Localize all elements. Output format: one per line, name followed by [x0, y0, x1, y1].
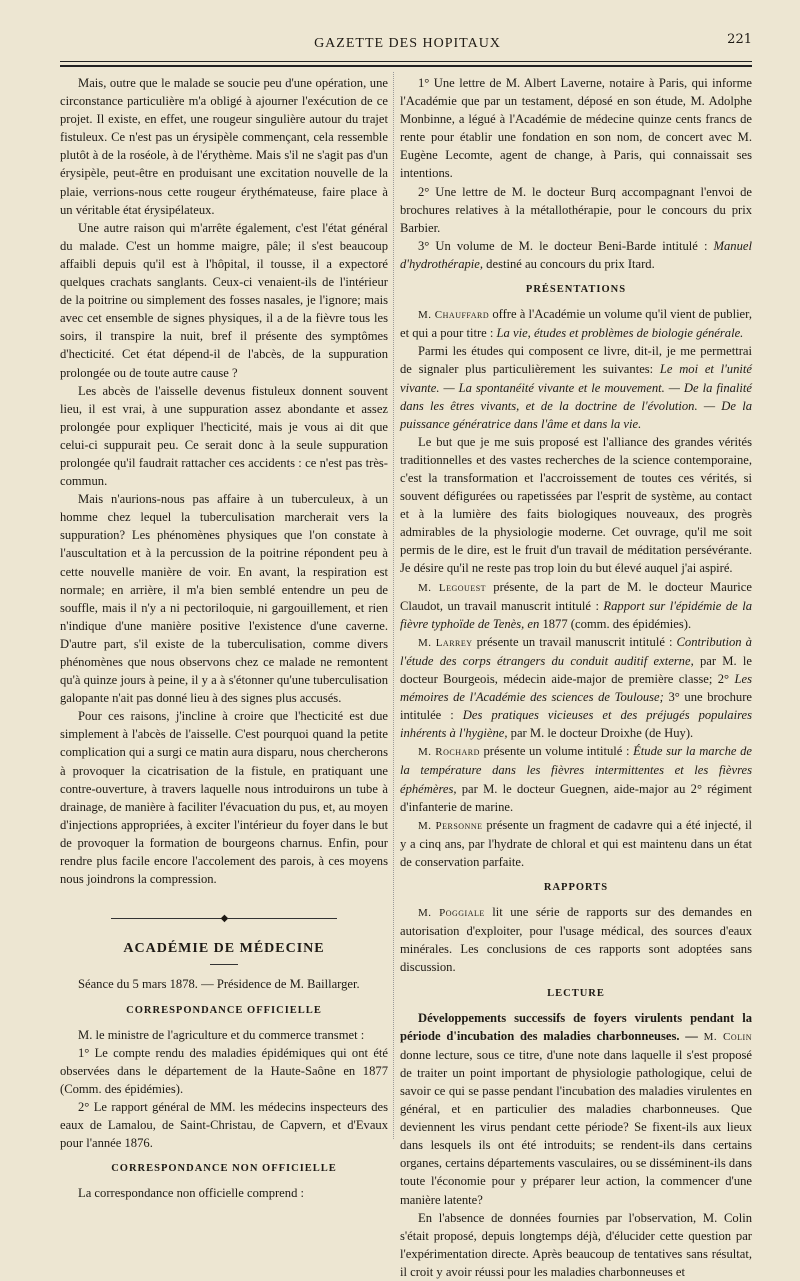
italic-title: Contribution à l'étude des corps étrangers du conduit auditif externe, — [400, 634, 752, 668]
page-number: 221 — [727, 32, 752, 47]
paragraph: Les abcès de l'aisselle devenus fistuleux donnent souvent lieu, il est vrai, à une suppuration assez abondante et assez prolongée pour expliquer l'hecticité, mais je vous ai dit que celui-ci suppurait peu. Ce serait donc à la seule suppuration prolongée qu'il faudrait rattacher ces accidents : ce n'est pas très-commun. — [60, 383, 388, 489]
section-ornament: ◆ — [60, 910, 388, 928]
paragraph: Mais n'aurions-nous pas affaire à un tuberculeux, à un homme chez lequel la tuberculisation marcherait vers la suppuration? Les phénomènes physiques que l'on constate à l'auscultation et à la percussion de la poitrine répondent peu à cette nouvelle manière de voir. En avant, la respiration est normale; en arrière, il m'a bien semblé entendre un peu de souffle, mais il n'y a ni pectoriloquie, ni gargouillement, et rien n'indique d'une manière positive l'existence d'une caverne. D'autre part, s'il existe de la tuberculisation, comme divers phénomènes que nous observons chez ce malade ne remontent qu'à quinze jours à peine, il y a à s'étonner qu'une tuberculisation galopante n'ait pas donné lieu à des signes plus accusés. — [60, 492, 388, 706]
paragraph: Le but que je me suis proposé est l'alliance des grandes vérités traditionnelles et des vastes recherches de la science contemporaine, c'est la transformation et l'accroissement de toutes ces vérités, si souvent défigurées ou rapetissées par l'esprit de système, au contact et à la lumière des faits biologiques nouveaux, des progrès admirables de la physiologie moderne. Cet ouvrage, qu'il me soit permis de le dire, est le fruit d'un travail de méditation persévérante. Je désire qu'il ne reste pas trop loin du but élevé auquel j'ai aspiré. — [400, 434, 752, 576]
paragraph: 2° Le rapport général de MM. les médecins inspecteurs des eaux de Lamalou, de Saint-Christau, de Capvern, et d'Evaux pour l'année 1876. — [60, 1099, 388, 1151]
paragraph: Pour ces raisons, j'incline à croire que l'hecticité est due simplement à l'abcès de l'aisselle. C'est pourquoi quand la petite complication qui a surgi ce matin aura disparu, nous chercherons à provoquer la cicatrisation de la fistule, en pratiquant une contre-ouverture, à travers laquelle nous introduirons un tube à drainage, de manière à faciliter l'évacuation du pus, et, au moyen d'injections appropriées, à exciter l'intérieur du foyer dans le but de provoquer la formation de bourgeons charnus. Enfin, pour rendre plus facile encore l'accolement des parois, à ces moyens nous joindrons la compression. — [60, 709, 388, 887]
text-run: offre à l'Académie un volume qu'il vient de publier, et qui a pour titre : — [400, 307, 752, 341]
speaker-name: M. Chauffard — [418, 309, 490, 322]
text-run: par M. le docteur Droixhe (de Huy). — [507, 726, 694, 741]
subsection-title: CORRESPONDANCE NON OFFICIELLE — [111, 1163, 337, 1175]
text-run: présente, de la part de M. le docteur Maurice Claudot, un travail manuscrit intitulé : — [400, 579, 752, 613]
paragraph — [400, 342, 752, 432]
italic-title: Manuel d'hydrothérapie, — [400, 238, 752, 271]
paragraph: Une autre raison qui m'arrête également, c'est l'état général du malade. C'est un homme maigre, pâle; il s'est beaucoup affaibli depuis qu'il est à l'hôpital, il tousse, il a expectoré quelques crachats sanglants. Ceux-ci venaient-ils de l'intérieur de la poitrine ou simplement des fosses nasales, je l'ignore; mais avec cet ensemble de signes physiques, il a de la fièvre tous les soirs, il transpire la nuit, bref il présente des symptômes d'hecticité. Cet état dépend-il de l'abcès, de la suppuration prolongée ou de toute autre cause ? — [60, 220, 388, 380]
paragraph: 2° Une lettre de M. le docteur Burq accompagnant l'envoi de brochures relatives à la métallothérapie, pour le concours du prix Barbier. — [400, 184, 752, 235]
paragraph — [400, 633, 752, 743]
title-rule — [210, 964, 238, 965]
text-run: 3° Un volume de M. le docteur Beni-Barde intitulé : — [418, 238, 714, 253]
text-run: donne lecture, sous ce titre, d'une note dans laquelle il s'est proposé de traiter un point important de physiologie pathologique, celui de savoir ce qui se passe pendant l'incubation des maladies virulentes en général, et en particulier des maladies charbonneuses. Que deviennent les virus pendant cette période? Se fixent-ils aux lieux dans lesquels ils ont été introduits; se rendent-ils dans certains organes, certains départements vasculaires, ou se disséminent-ils dans toute l'économie pour y préparer leur action, la commencer d'une manière latente? — [400, 1047, 752, 1207]
italic-title: Étude sur la marche de la température dans les fièvres intermittentes et les fièvres éphémères, — [400, 744, 752, 796]
speaker-name: M. Rochard — [418, 746, 480, 759]
paragraph — [400, 578, 752, 633]
journal-title: GAZETTE DES HOPITAUX — [314, 36, 501, 51]
paragraph: En l'absence de données fournies par l'observation, M. Colin s'était proposé, depuis longtemps déjà, d'élucider cette question par l'expérimentation directe. Après beaucoup de tentatives sans résultat, il croit y avoir réussi pour les maladies charbonneuses et — [400, 1210, 752, 1279]
text-run: par M. le docteur Guegnen, aide-major au 2° régiment d'infanterie de marine. — [400, 781, 752, 814]
speaker-name: M. Poggiale — [418, 907, 485, 920]
section-title-academie: ACADÉMIE DE MÉDECINE — [123, 941, 325, 957]
paragraph — [400, 816, 752, 871]
paragraph: 1° Une lettre de M. Albert Laverne, notaire à Paris, qui informe l'Académie que par un testament, déposé en son étude, M. Adolphe Monbinne, a légué à l'Académie de médecine quinze cents francs de rente pour établir une fondation en son nom, de concert avec M. Eugène Lecomte, agent de change, à Paris, qui connaissait ses intentions. — [400, 76, 752, 181]
text-run: présente un fragment de cadavre qui a été injecté, il y a cinq ans, par l'hydrate de chloral et qui est maintenu dans un état de conservation parfaite. — [400, 817, 752, 869]
text-run: destiné au concours du prix Itard. — [483, 256, 655, 271]
left-column — [60, 74, 388, 1202]
speaker-name: M. Larrey — [418, 636, 473, 649]
paragraph — [400, 903, 752, 976]
subsection-title: CORRESPONDANCE OFFICIELLE — [126, 1004, 322, 1016]
subsection-title: PRÉSENTATIONS — [525, 284, 627, 296]
italic-title: La vie, études et problèmes de biologie générale. — [496, 326, 744, 341]
right-column — [400, 74, 752, 1281]
italic-title: Le moi et l'unité vivante. — La spontanéité vivante et le mouvement. — De la finalité dans les êtres vivants, et de la doctrine de l'évolution. — De la puissance génératrice dans l'âme et dans la vie. — [400, 362, 752, 431]
text-run: présente un travail manuscrit intitulé : — [472, 634, 677, 649]
paragraph — [400, 1009, 752, 1209]
paragraph: M. le ministre de l'agriculture et du commerce transmet : — [78, 1027, 365, 1042]
column-divider — [393, 72, 394, 1139]
header-rule — [60, 61, 752, 62]
lecture-heading: Développements successifs de foyers virulents pendant la période d'incubation des maladies charbonneuses. — — [400, 1010, 752, 1043]
paragraph: Mais, outre que le malade se soucie peu d'une opération, une circonstance particulière m'a obligé à ajourner l'exécution de ce projet. Il existe, en effet, une rougeur singulière autour du trajet fistuleux. Ce n'est pas un érysipèle commençant, cela ressemble plutôt à de la roséole, à de l'érythème. Mais s'il ne s'agit pas d'un érysipèle, peut-être en produisant une excitation nouvelle de la plaie, verrions-nous cette rougeur érythémateuse, faire place à un véritable état érysipélateux. — [60, 76, 388, 217]
italic-title: Des pratiques vicieuses et des préjugés populaires inhérents à l'hygiène, — [400, 708, 752, 741]
text-run: présente un volume intitulé : — [479, 744, 634, 759]
paragraph: 1° Le compte rendu des maladies épidémiques qui ont été observées dans le département de la Haute-Saône en 1877 (Comm. des épidémies). — [60, 1045, 388, 1096]
page-header — [55, 30, 760, 60]
italic-title: Les mémoires de l'Académie des sciences de Toulouse; — [400, 672, 752, 705]
text-run: 1877 (comm. des épidémies). — [539, 616, 692, 631]
speaker-name: M. Personne — [418, 819, 483, 832]
seance-line: Séance du 5 mars 1878. — Présidence de M. Baillarger. — [78, 977, 360, 992]
speaker-name: M. Colin — [703, 1030, 752, 1043]
speaker-name: M. Legouest — [418, 581, 487, 594]
text-run: lit une série de rapports sur des demandes en autorisation d'exploiter, pour l'usage médical, des sources d'eaux minérales. Les conclusions de ces rapports sont adoptées sans discussion. — [400, 905, 752, 975]
paragraph — [400, 305, 752, 342]
subsection-title: RAPPORTS — [543, 882, 609, 894]
subsection-title: LECTURE — [547, 987, 605, 999]
text-run: Parmi les études qui composent ce livre, dit-il, je me permettrai de signaler plus particulièrement les suivantes: — [400, 344, 752, 377]
paragraph — [400, 237, 752, 273]
paragraph — [400, 742, 752, 815]
italic-title: Rapport sur l'épidémie de la fièvre typhoïde de Tenès, en — [400, 598, 752, 631]
text-run: 3° une brochure intitulée : — [400, 690, 752, 723]
header-rule-thick — [60, 65, 752, 67]
text-run: par M. le docteur Bourgeois, médecin aide-major de première classe; 2° — [400, 653, 752, 686]
paragraph: La correspondance non officielle comprend : — [78, 1186, 305, 1201]
